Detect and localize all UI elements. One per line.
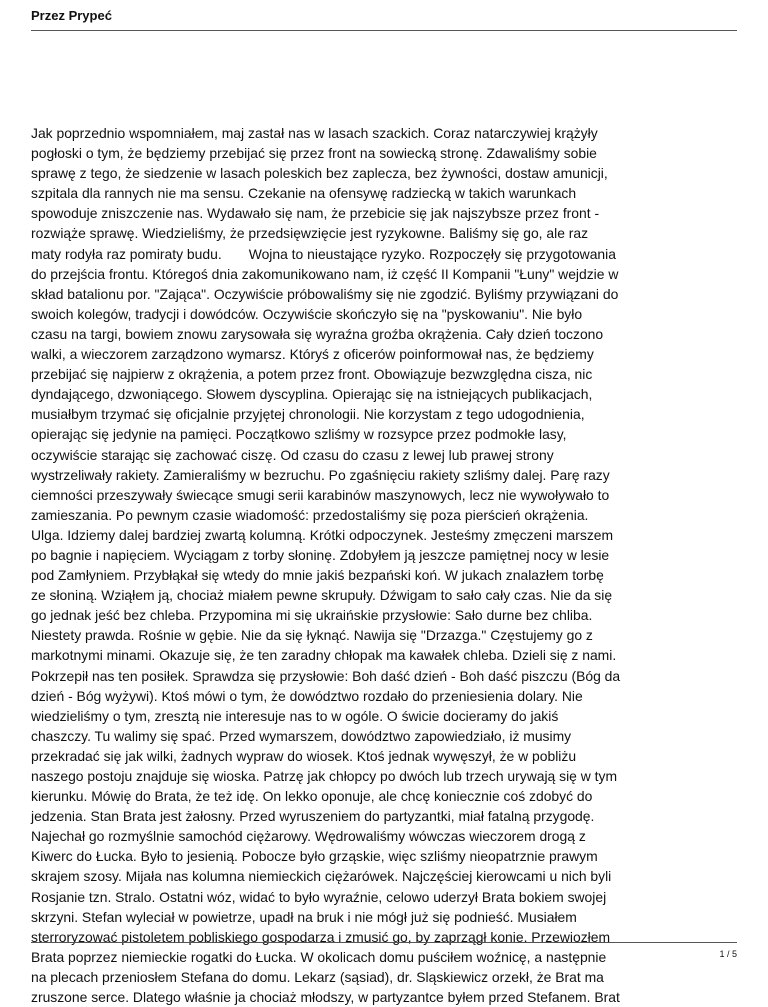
header-divider <box>31 30 737 31</box>
document-title: Przez Prypeć <box>31 8 112 23</box>
footer-divider <box>31 942 737 943</box>
body-text: Jak poprzednio wspomniałem, maj zastał nas w lasach szackich. Coraz natarczywiej krążyły pogłoski o tym, że będziemy przebijać się przez front na sowiecką stronę. Zdawaliśmy sobie sprawę z tego, że siedzenie w lasach poleskich bez zaplecza, bez żywności, dostaw amunicji, szpitala dla rannych nie ma sensu. Czekanie na ofensywę radziecką w takich warunkach spowoduje zniszczenie nas. Wydawało się nam, że przebicie się jak najszybsze przez front - rozwiąże sprawę. Wiedzieliśmy, że przedsięwzięcie jest ryzykowne. Baliśmy się go, ale raz maty rodyła raz pomiraty budu. Wojna to nieustające ryzyko. Rozpoczęły się przygotowania do przejścia frontu. Któregoś dnia zakomunikowano nam, iż część II Kompanii "Łuny" wejdzie w skład batalionu por. "Zająca". Oczywiście próbowaliśmy się nie zgodzić. Byliśmy przywiązani do swoich kolegów, tradycji i dowódców. Oczywiście skończyło się na "pyskowaniu". Nie było czasu na targi, bowiem znowu zarysowała się wyraźna groźba okrążenia. Cały dzień toczono walki, a wieczorem zarządzono wymarsz. Któryś z oficerów poinformował nas, że będziemy przebijać się najpierw z okrążenia, a potem przez front. Obowiązuje bezwzględna cisza, nic dyndającego, dzwoniącego. Słowem dyscyplina. Opierając się na istniejących publikacjach, musiałbym trzymać się oficjalnie przyjętej chronologii. Nie korzystam z tego udogodnienia, opierając się jedynie na pamięci. Początkowo szliśmy w rozsypce przez podmokłe lasy, oczywiście starając się zachować ciszę. Od czasu do czasu z lewej lub prawej strony wystrzeliwały rakiety. Zamieraliśmy w bezruchu. Po zgaśnięciu rakiety szliśmy dalej. Parę razy ciemności przeszywały świecące smugi serii karabinów maszynowych, lecz nie wywoływało to zamieszania. Po pewnym czasie wiadomość: przedostaliśmy się poza pierścień okrążenia. Ulga. Idziemy dalej bardziej zwartą kolumną. Krótki odpoczynek. Jesteśmy zmęczeni marszem po bagnie i napięciem. Wyciągam z torby słoninę. Zdobyłem ją jeszcze pamiętnej nocy w lesie pod Zamłyniem. Przybłąkał się wtedy do mnie jakiś bezpański koń. W jukach znalazłem torbę ze słoniną. Wziąłem ją, chociaż miałem pewne skrupuły. Dźwigam to sało cały czas. Nie da się go jednak jeść bez chleba. Przypomina mi się ukraińskie przysłowie: Sało durne bez chliba. Niestety prawda. Rośnie w gębie. Nie da się łyknąć. Nawija się "Drzazga." Częstujemy go z markotnymi minami. Okazuje się, że ten zaradny chłopak ma kawałek chleba. Dzieli się z nami. Pokrzepił nas ten posiłek. Sprawdza się przysłowie: Boh daść dzień - Boh daść piszczu (Bóg da dzień - Bóg wyżywi). Ktoś mówi o tym, że dowództwo rozdało do przeniesienia dolary. Nie wiedzieliśmy o tym, zresztą nie interesuje nas to w ogóle. O świcie docieramy do jakiś chaszczy. Tu walimy się spać. Przed wymarszem, dowództwo zapowiedziało, iż musimy przekradać się jak wilki, żadnych wypraw do wiosek. Ktoś jednak wywęszył, że w pobliżu naszego postoju znajduje się wioska. Patrzę jak chłopcy po dwóch lub trzech urywają się w tym kierunku. Mówię do Brata, że też idę. On lekko oponuje, ale chcę koniecznie coś zdobyć do jedzenia. Stan Brata jest żałosny. Przed wyruszeniem do partyzantki, miał fatalną przygodę. Najechał go rozmyślnie samochód ciężarowy. Wędrowaliśmy wówczas wieczorem drogą z Kiwerc do Łucka. Było to jesienią. Pobocze było grząskie, więc szliśmy nieopatrznie prawym skrajem szosy. Mijała nas kolumna niemieckich ciężarówek. Najczęściej kierowcami u nich byli Rosjanie tzn. Stralo. Ostatni wóz, widać to było wyraźnie, celowo uderzył Brata bokiem swojej skrzyni. Stefan wyleciał w powietrze, upadł na bruk i nie mógł już się podnieść. Musiałem sterroryzować pistoletem pobliskiego gospodarza i zmusić go, by zaprzągł konie. Przewiozłem Brata poprzez niemieckie rogatki do Łucka. W okolicach domu puściłem woźnicę, a następnie na plecach przeniosłem Stefana do domu. Lekarz (sąsiad), dr. Sląskiewicz orzekł, że Brat ma zruszone serce. Dlatego właśnie ja chociaż młodszy, w partyzantce byłem przed Stefanem. Brat <box>31 125 621 1006</box>
page-number: 1 / 5 <box>719 949 737 959</box>
